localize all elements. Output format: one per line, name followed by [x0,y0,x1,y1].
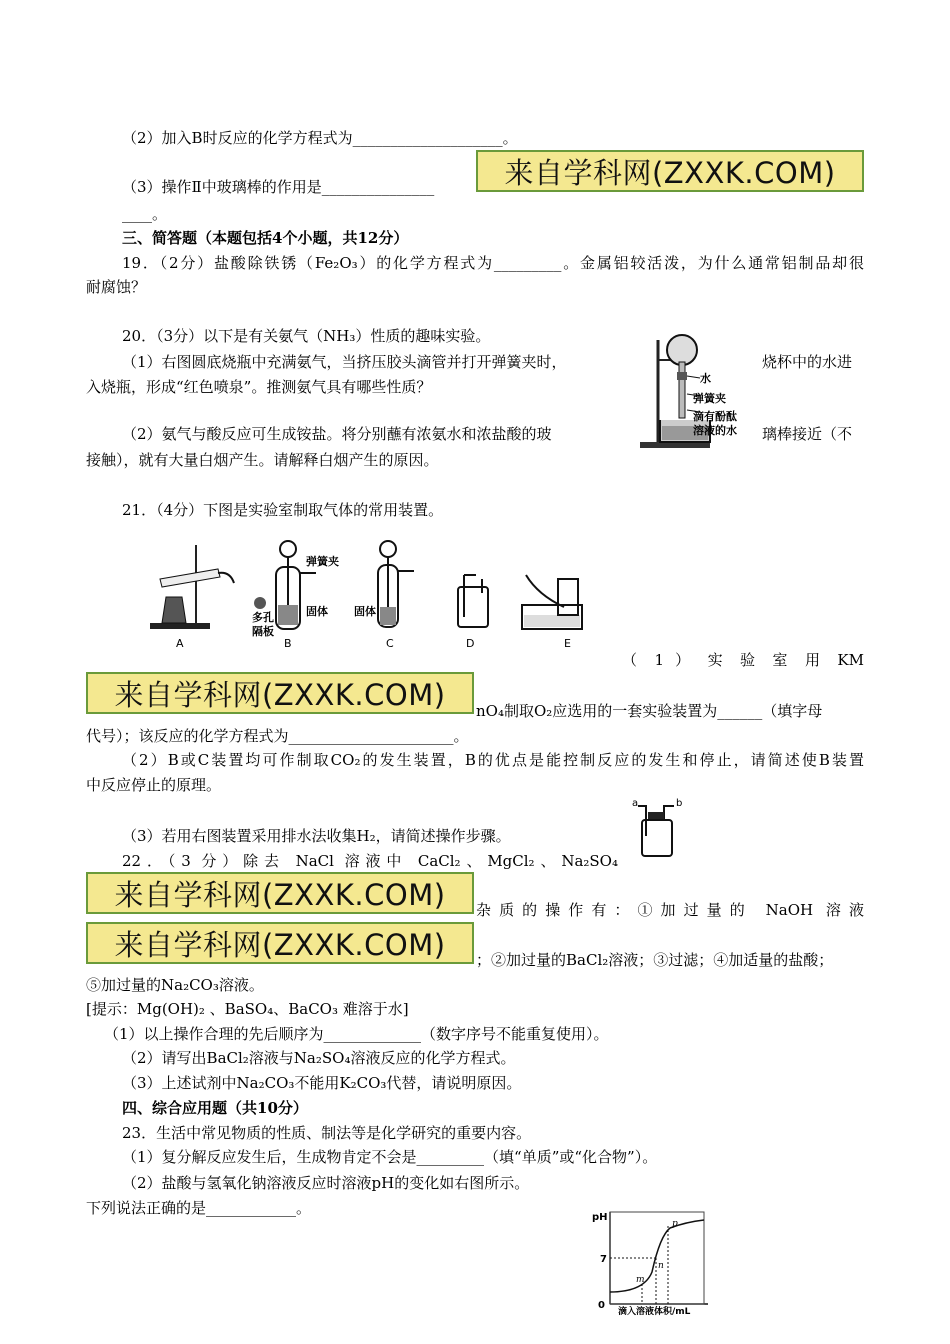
q20-2-line-2: 接触），就有大量白烟产生。请解释白烟产生的原因。 [86,451,439,469]
section-3-heading: 三、简答题（本题包括4个小题，共12分） [122,229,409,247]
q20-1-line-1-right: 烧杯中的水进 [762,353,853,371]
q21-1-line-2: nO₄制取O₂应选用的一套实验装置为______（填字母 [476,702,823,720]
label-a: a [632,798,639,809]
label-porous-1: 多孔 [252,611,274,624]
label-water: 水 [700,372,711,385]
ph-xlabel: 滴入溶液体积/mL [618,1307,691,1317]
label-b: b [676,798,683,809]
watermark-banner: 来自学科网(ZXXK.COM) [86,922,474,964]
q22-hint: [提示：Mg(OH)₂ 、BaSO₄、BaCO₃ 难溶于水] [86,1000,409,1018]
q20-2-line-1: （2）氨气与酸反应可生成铵盐。将分别蘸有浓氨水和浓盐酸的玻 [122,425,552,443]
q21-2-line-2: 中反应停止的原理。 [86,776,222,794]
label-A: A [176,637,184,650]
watermark-banner: 来自学科网(ZXXK.COM) [86,672,474,714]
q21-1-line-1: （ 1 ） 实 验 室 用 KM [622,651,864,669]
q21-3-line: （3）若用右图装置采用排水法收集H₂，请简述操作步骤。 [122,827,511,845]
q22-line-3: ；②加过量的BaCl₂溶液；③过滤；④加适量的盐酸； [476,951,834,969]
ph-point-p: p [672,1219,678,1229]
q19-line-1: 19．（2分）盐酸除铁锈（Fe₂O₃）的化学方程式为_________。金属铝较活泼，为什么通常铝制品却很 [122,254,864,272]
q23-3-line: 下列说法正确的是____________。 [86,1199,312,1217]
ammonia-fountain-figure [638,332,746,452]
q23-2-line: （2）盐酸与氢氧化钠溶液反应时溶液pH的变化如右图所示。 [122,1174,530,1192]
gas-apparatus-figure [146,535,606,660]
ph-tick-7: 7 [600,1254,607,1265]
q18-3-line: （3）操作Ⅱ中玻璃棒的作用是_______________ [122,178,435,196]
label-D: D [466,637,475,650]
label-solid-b: 固体 [306,605,328,618]
label-porous-2: 隔板 [252,625,274,638]
q18-2-line: （2）加入B时反应的化学方程式为____________________。 [122,129,518,147]
gas-bottle-figure [628,796,688,860]
q18-3-cont: ____。 [122,205,168,223]
q22-1-line: （1）以上操作合理的先后顺序为_____________（数字序号不能重复使用）。 [104,1025,609,1043]
q21-heading: 21．（4分）下图是实验室制取气体的常用装置。 [122,501,444,519]
section-4-heading: 四、综合应用题（共10分） [122,1099,308,1117]
ph-point-n: n [658,1261,664,1271]
q21-1-line-3: 代号）；该反应的化学方程式为______________________。 [86,727,469,745]
q22-line-1: 22．（3 分）除去 NaCl 溶液中 CaCl₂、MgCl₂、Na₂SO₄ [122,852,618,870]
ph-chart-figure [590,1206,712,1318]
label-E: E [564,637,571,650]
q20-heading: 20．（3分）以下是有关氨气（NH₃）性质的趣味实验。 [122,327,491,345]
label-phenolphthalein: 滴有酚酞 [693,410,737,423]
q21-2-line-1: （2）B或C装置均可作制取CO₂的发生装置，B的优点是能控制反应的发生和停止，请简述使B装置 [122,751,864,769]
ph-origin: 0 [598,1300,605,1311]
label-spring-clip-b: 弹簧夹 [306,555,339,568]
label-solution-water: 溶液的水 [693,424,737,437]
q23-heading: 23．生活中常见物质的性质、制法等是化学研究的重要内容。 [122,1124,532,1142]
watermark-banner: 来自学科网(ZXXK.COM) [476,150,864,192]
q22-line-4: ⑤加过量的Na₂CO₃溶液。 [86,976,264,994]
ph-ylabel: pH [592,1212,608,1223]
label-solid-c: 固体 [354,605,376,618]
q19-line-2: 耐腐蚀？ [86,278,147,296]
label-C: C [386,637,394,650]
label-spring-clip: 弹簧夹 [693,392,726,405]
ph-point-m: m [636,1275,645,1285]
q22-line-2: 杂质的操作有：①加过量的 NaOH 溶液 [476,901,864,919]
q22-2-line: （2）请写出BaCl₂溶液与Na₂SO₄溶液反应的化学方程式。 [122,1049,516,1067]
q23-1-line: （1）复分解反应发生后，生成物肯定不会是_________（填“单质”或“化合物”）。 [122,1148,658,1166]
q22-3-line: （3）上述试剂中Na₂CO₃不能用K₂CO₃代替，请说明原因。 [122,1074,522,1092]
q20-1-line-2: 入烧瓶，形成“红色喷泉”。推测氨气具有哪些性质？ [86,378,432,396]
label-B: B [284,637,292,650]
q20-2-line-1-right: 璃棒接近（不 [762,425,853,443]
watermark-banner: 来自学科网(ZXXK.COM) [86,872,474,914]
q20-1-line-1: （1）右图圆底烧瓶中充满氨气，当挤压胶头滴管并打开弹簧夹时， [122,353,567,371]
